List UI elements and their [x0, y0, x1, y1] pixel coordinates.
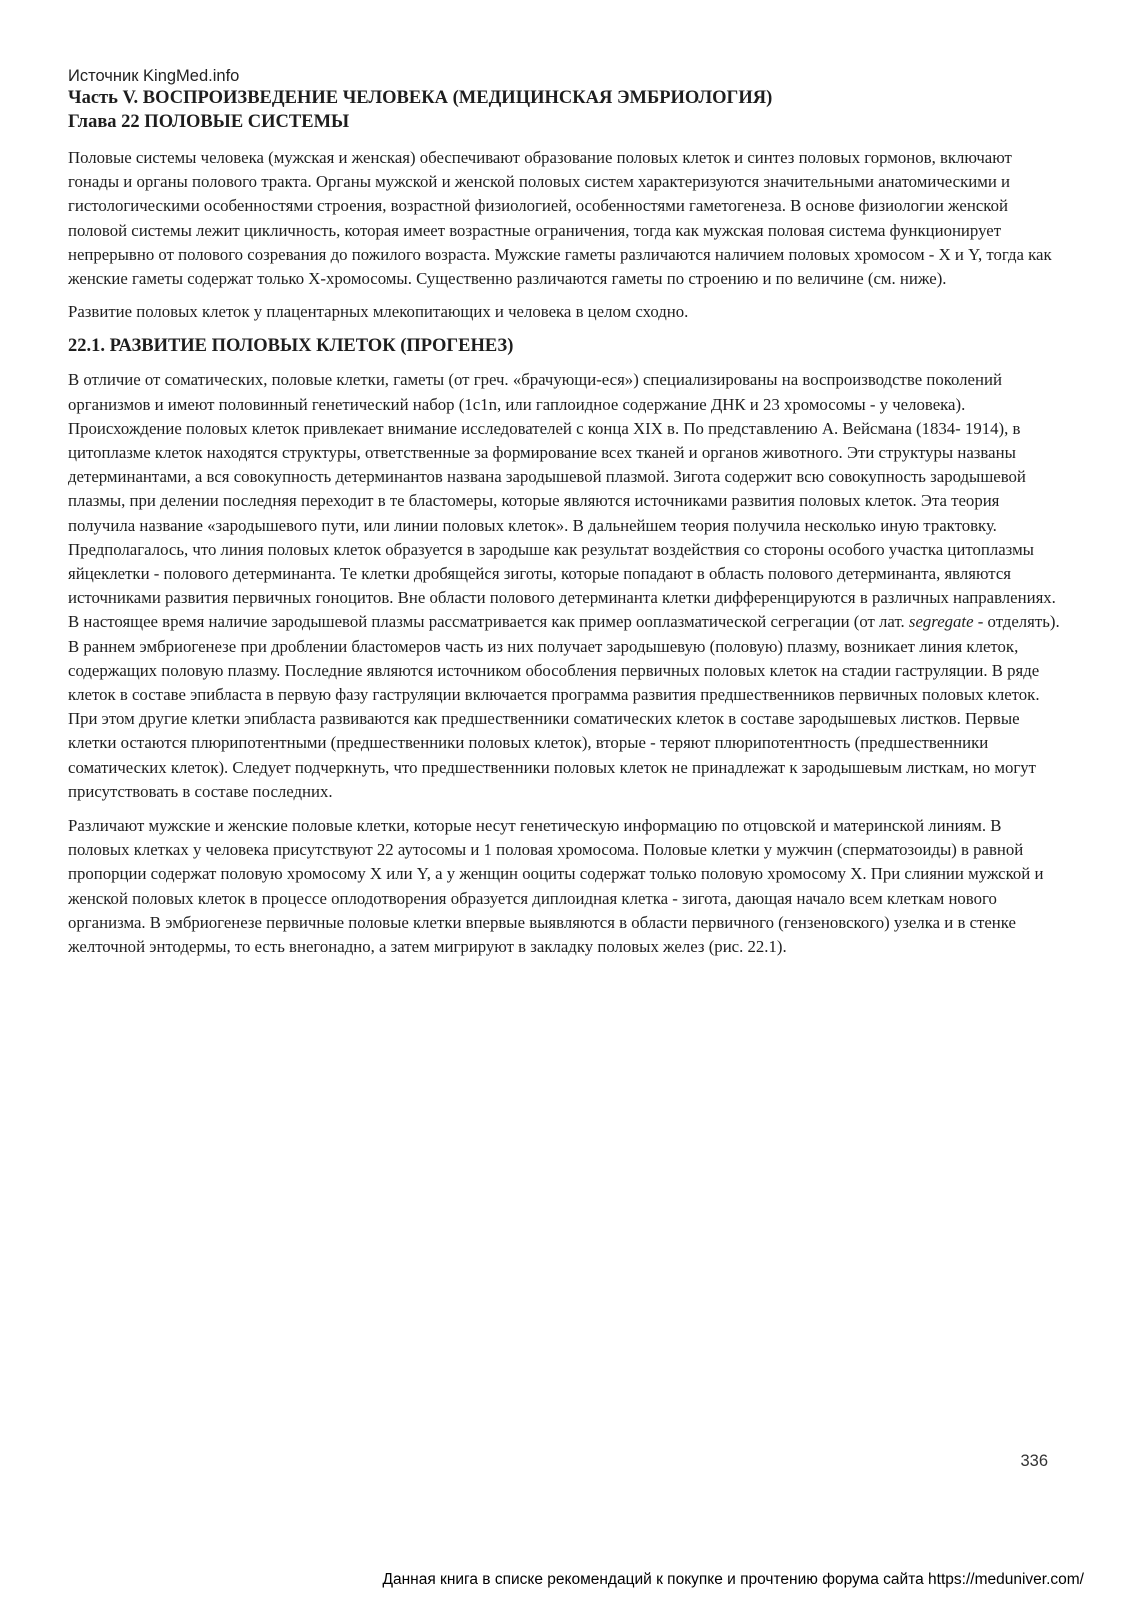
paragraph-progenesis-part2: - отделять). В раннем эмбриогенезе при дроблении бластомеров часть из них получает зародышевую (половую) плазму, возникает линия клеток, содержащих половую плазму. Последние являются источником обособления первичных половых клеток на стадии гаструляции. В ряде клеток в составе эпибласта в первую фазу гаструляции включается программа развития предшественников первичных половых клеток. При этом другие клетки эпибласта развиваются как предшественники соматических клеток в составе зародышевых листков. Первые клетки остаются плюрипотентными (предшественники половых клеток), вторые - теряют плюрипотентность (предшественники соматических клеток). Следует подчеркнуть, что предшественники половых клеток не принадлежат к зародышевым листкам, но могут присутствовать в составе последних. [68, 612, 1060, 801]
footer-note: Данная книга в списке рекомендаций к покупке и прочтению форума сайта https://meduniver.com/ [382, 1571, 1084, 1588]
section-title: 22.1. РАЗВИТИЕ ПОЛОВЫХ КЛЕТОК (ПРОГЕНЕЗ) [68, 336, 514, 357]
document-page [68, 66, 1060, 959]
paragraph-progenesis-part1: В отличие от соматических, половые клетки, гаметы (от греч. «брачующи-еся») специализированы на воспроизводстве поколений организмов и имеют половинный генетический набор (1c1n, или гаплоидное содержание ДНК и 23 хромосомы - у человека). Происхождение половых клеток привлекает внимание исследователей с конца XIX в. По представлению А. Вейсмана (1834- 1914), в цитоплазме клеток находятся структуры, ответственные за формирование всех тканей и органов животного. Эти структуры названы детерминантами, а вся совокупность детерминантов названа зародышевой плазмой. Зигота содержит всю совокупность зародышевой плазмы, при делении последняя переходит в те бластомеры, которые являются источниками развития половых клеток. Эта теория получила название «зародышевого пути, или линии половых клеток». В дальнейшем теория получила несколько иную трактовку. Предполагалось, что линия половых клеток образуется в зародыше как результат воздействия со стороны особого участка цитоплазмы яйцеклетки - полового детерминанта. Те клетки дробящейся зиготы, которые попадают в область полового детерминанта, являются источниками развития первичных гоноцитов. Вне области полового детерминанта клетки дифференцируются в различных направлениях. В настоящее время наличие зародышевой плазмы рассматривается как пример ооплазматической сегрегации (от лат. [68, 370, 1056, 632]
latin-term: segregate [908, 612, 974, 632]
paragraph-germ-cells: Различают мужские и женские половые клетки, которые несут генетическую информацию по отцовской и материнской линиям. В половых клетках у человека присутствуют 22 аутосомы и 1 половая хромосома. Половые клетки у мужчин (сперматозоиды) в равной пропорции содержат половую хромосому X или Y, а у женщин ооциты содержат только половую хромосому X. При слиянии мужской и женской половых клеток в процессе оплодотворения образуется диплоидная клетка - зигота, дающая начало всем клеткам нового организма. В эмбриогенезе первичные половые клетки впервые выявляются в области первичного (гензеновского) узелка и в стенке желточной энтодермы, то есть внегонадно, а затем мигрируют в закладку половых желез (рис. 22.1). [68, 816, 1044, 957]
page-number: 336 [1020, 1452, 1048, 1470]
paragraph-progenesis [68, 368, 1060, 804]
paragraph-development-summary: Развитие половых клеток у плацентарных млекопитающих и человека в целом сходно. [68, 302, 689, 322]
chapter-title: Глава 22 ПОЛОВЫЕ СИСТЕМЫ [68, 112, 350, 132]
part-title: Часть V. ВОСПРОИЗВЕДЕНИЕ ЧЕЛОВЕКА (МЕДИЦИНСКАЯ ЭМБРИОЛОГИЯ) [68, 88, 773, 108]
source-line: Источник KingMed.info [68, 67, 240, 85]
paragraph-intro: Половые системы человека (мужская и женская) обеспечивают образование половых клеток и синтез половых гормонов, включают гонады и органы полового тракта. Органы мужской и женской половых систем характеризуются значительными анатомическими и гистологическими особенностями строения, возрастной физиологией, особенностями гаметогенеза. В основе физиологии женской половой системы лежит цикличность, которая имеет возрастные ограничения, тогда как мужская половая система функционирует непрерывно от полового созревания до пожилого возраста. Мужские гаметы различаются наличием половых хромосом - X и Y, тогда как женские гаметы содержат только X-хромосомы. Существенно различаются гаметы по строению и по величине (см. ниже). [68, 148, 1052, 289]
